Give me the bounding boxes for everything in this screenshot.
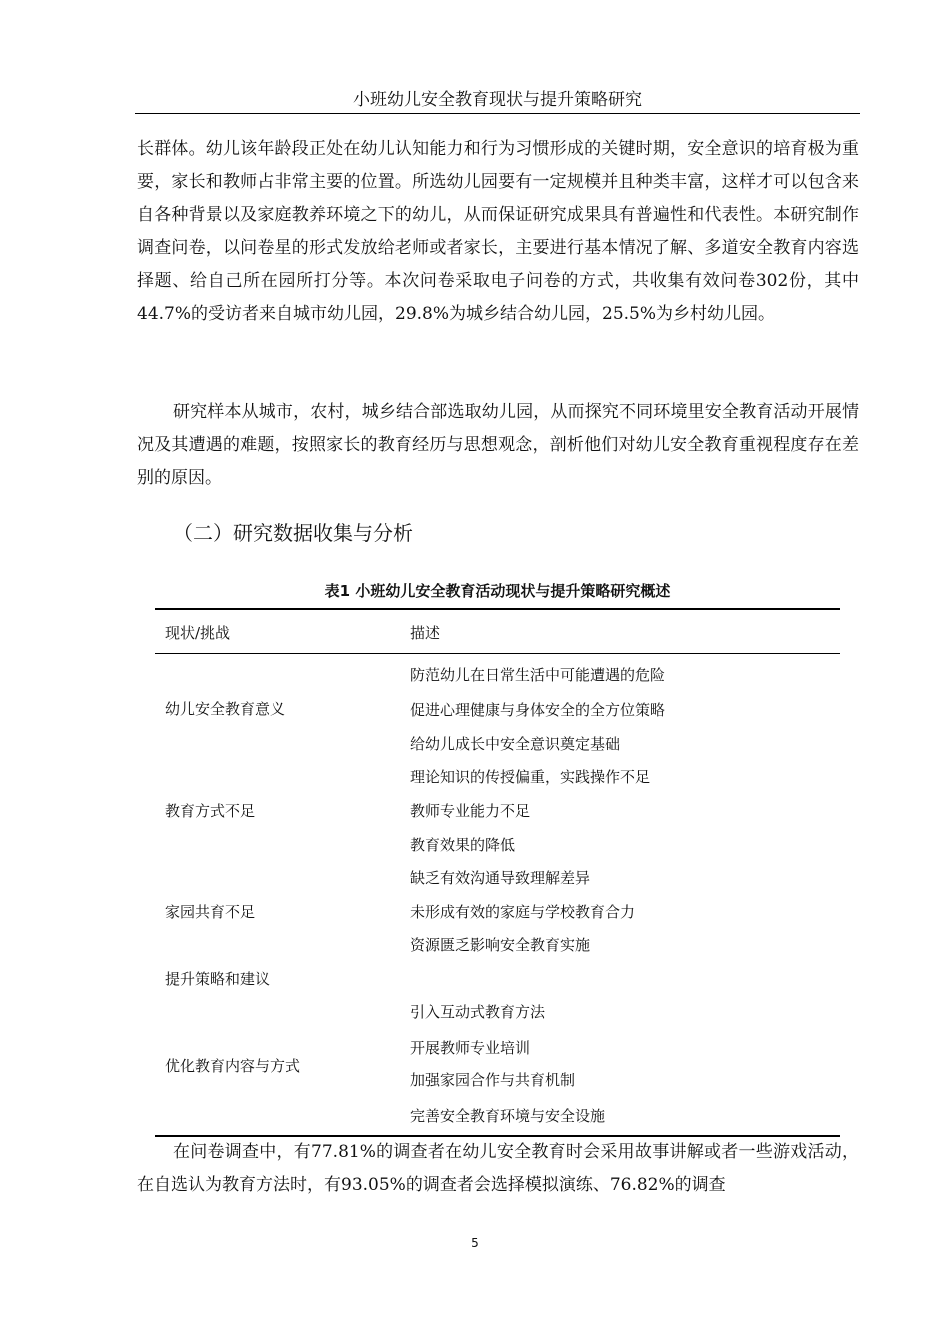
table-description: 加强家园合作与共育机制 (410, 1071, 576, 1089)
table-top-rule (155, 608, 840, 610)
body-paragraph: 研究样本从城市，农村，城乡结合部选取幼儿园，从而探究不同环境里安全教育活动开展情况及其遭遇的难题，按照家长的教育经历与思想观念，剖析他们对幼儿安全教育重视程度存在差别的原因。 (137, 402, 859, 488)
table-description: 完善安全教育环境与安全设施 (410, 1107, 606, 1125)
table-category: 提升策略和建议 (165, 970, 271, 988)
header-title: 小班幼儿安全教育现状与提升策略研究 (353, 90, 642, 110)
table-caption: 表1 小班幼儿安全教育活动现状与提升策略研究概述 (324, 582, 671, 600)
table-category: 幼儿安全教育意义 (165, 700, 286, 718)
table-description: 教育效果的降低 (410, 836, 516, 854)
body-paragraph: 在问卷调查中，有77.81%的调查者在幼儿安全教育时会采用故事讲解或者一些游戏活动，在自选认为教育方法时，有93.05%的调查者会选择模拟演练、76.82%的调查 (137, 1142, 859, 1195)
table-category: 教育方式不足 (165, 802, 256, 820)
body-paragraph: 长群体。幼儿该年龄段正处在幼儿认知能力和行为习惯形成的关键时期，安全意识的培育极为重要，家长和教师占非常主要的位置。所选幼儿园要有一定规模并且种类丰富，这样才可以包含来自各种背景以及家庭教养环境之下的幼儿，从而保证研究成果具有普遍性和代表性。本研究制作调查问卷，以问卷星的形式发放给老师或者家长，主要进行基本情况了解、多道安全教育内容选择题、给自己所在园所打分等。本次问卷采取电子问卷的方式，共收集有效问卷302份，其中44.7%的受访者来自城市幼儿园，29.8%为城乡结合幼儿园，25.5%为乡村幼儿园。 (137, 139, 859, 324)
table-description: 未形成有效的家庭与学校教育合力 (410, 903, 636, 921)
table-description: 防范幼儿在日常生活中可能遭遇的危险 (410, 666, 666, 684)
table-description: 理论知识的传授偏重，实践操作不足 (410, 768, 651, 786)
page-number: 5 (471, 1236, 479, 1250)
table-description: 教师专业能力不足 (410, 802, 531, 820)
table-header-rule (155, 653, 840, 654)
header-rule (135, 113, 860, 114)
section-heading: （二）研究数据收集与分析 (173, 521, 413, 545)
table-description: 资源匮乏影响安全教育实施 (410, 936, 591, 954)
table-header-status: 现状/挑战 (165, 624, 231, 642)
table-description: 缺乏有效沟通导致理解差异 (410, 869, 591, 887)
table-description: 开展教师专业培训 (410, 1039, 531, 1057)
table-category: 家园共育不足 (165, 903, 256, 921)
table-description: 促进心理健康与身体安全的全方位策略 (410, 701, 666, 719)
table-description: 给幼儿成长中安全意识奠定基础 (410, 735, 621, 753)
table-category: 优化教育内容与方式 (165, 1057, 301, 1075)
table-description: 引入互动式教育方法 (410, 1003, 546, 1021)
table-header-description: 描述 (410, 624, 441, 642)
